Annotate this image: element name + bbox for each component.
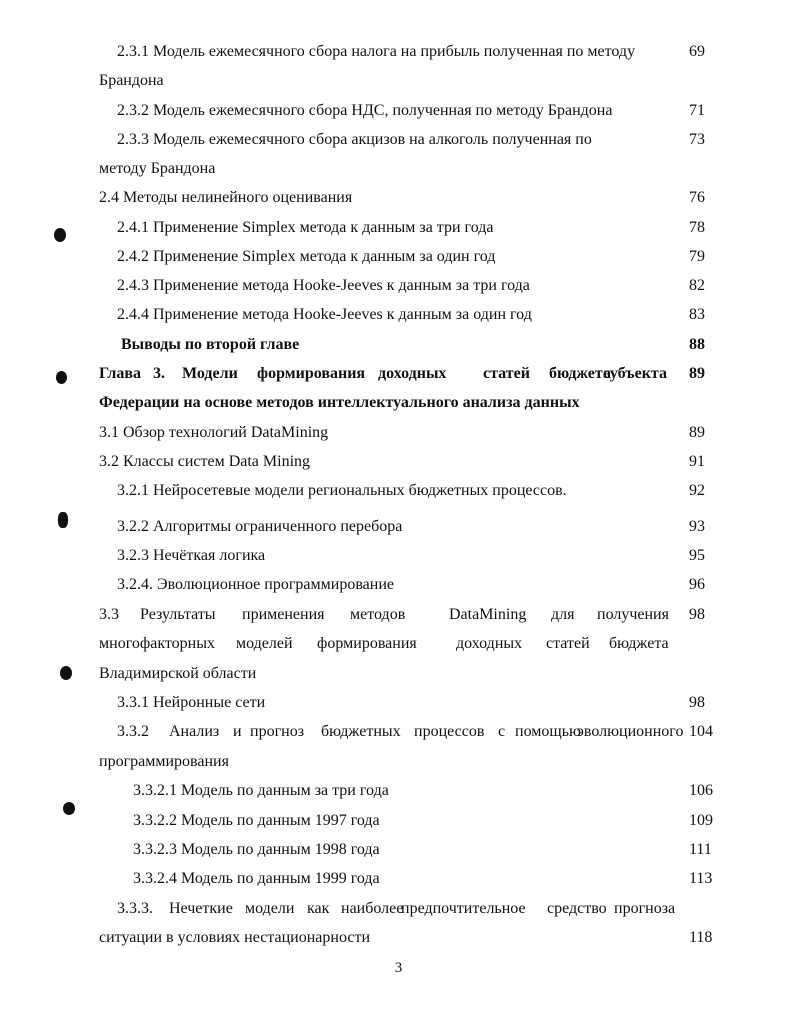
toc-word: Анализ bbox=[169, 723, 220, 740]
toc-chapter-heading bbox=[0, 362, 797, 386]
toc-entry bbox=[0, 40, 797, 64]
toc-entry-page: 98 bbox=[689, 694, 705, 711]
toc-entry bbox=[0, 779, 797, 803]
toc-word: бюджета bbox=[609, 635, 669, 652]
toc-word: эволюционного bbox=[577, 723, 684, 740]
toc-word: как bbox=[307, 900, 330, 917]
toc-entry-page: 82 bbox=[689, 277, 705, 294]
toc-entry bbox=[0, 809, 797, 833]
toc-entry bbox=[0, 421, 797, 445]
toc-entry-page: 92 bbox=[689, 482, 705, 499]
toc-word: получения bbox=[597, 606, 669, 623]
toc-word: доходных bbox=[378, 365, 447, 382]
toc-entry-page: 96 bbox=[689, 576, 705, 593]
toc-entry bbox=[0, 99, 797, 123]
toc-entry bbox=[0, 479, 797, 503]
toc-entry-title-cont: Владимирской области bbox=[99, 665, 257, 682]
toc-entry-title: 2.3.3 Модель ежемесячного сбора акцизов на алкоголь полученная по bbox=[117, 131, 592, 148]
toc-entry-page: 83 bbox=[689, 306, 705, 323]
toc-word: бюджета bbox=[549, 365, 611, 382]
punch-hole-mark bbox=[63, 802, 75, 815]
toc-entry bbox=[0, 245, 797, 269]
toc-entry-title: 3.3.2.3 Модель по данным 1998 года bbox=[133, 841, 380, 858]
toc-entry bbox=[0, 603, 797, 627]
toc-entry-page: 93 bbox=[689, 518, 705, 535]
toc-entry bbox=[0, 450, 797, 474]
toc-entry bbox=[0, 838, 797, 862]
toc-word: формирования bbox=[317, 635, 417, 652]
toc-entry bbox=[0, 515, 797, 539]
toc-entry-title-cont: ситуации в условиях нестационарности bbox=[99, 929, 370, 946]
toc-entry-title: 3.2.2 Алгоритмы ограниченного перебора bbox=[117, 518, 403, 535]
toc-entry-title: 2.4 Методы нелинейного оценивания bbox=[99, 189, 353, 206]
toc-entry-page: 73 bbox=[689, 131, 705, 148]
punch-hole-mark bbox=[60, 666, 72, 680]
toc-word: доходных bbox=[456, 635, 523, 652]
toc-entry-title-cont: методу Брандона bbox=[99, 160, 216, 177]
toc-entry-page: 113 bbox=[689, 870, 713, 887]
toc-entry bbox=[0, 216, 797, 240]
toc-entry-title: 2.4.3 Применение метода Hooke-Jeeves к данным за три года bbox=[117, 277, 530, 294]
toc-entry-page: 109 bbox=[689, 812, 713, 829]
toc-word: многофакторных bbox=[99, 635, 215, 652]
toc-entry-continuation bbox=[0, 157, 797, 181]
toc-entry-title: Выводы по второй главе bbox=[121, 336, 300, 353]
toc-entry bbox=[0, 274, 797, 298]
toc-word: прогноза bbox=[614, 900, 676, 917]
toc-word: помощью bbox=[515, 723, 581, 740]
toc-entry-page: 76 bbox=[689, 189, 705, 206]
toc-word: бюджетных bbox=[321, 723, 401, 740]
toc-entry-page: 88 bbox=[689, 336, 705, 353]
toc-entry bbox=[0, 897, 797, 921]
toc-entry-conclusions bbox=[0, 333, 797, 357]
toc-entry bbox=[0, 186, 797, 210]
toc-entry-title: 2.4.2 Применение Simplex метода к данным за один год bbox=[117, 248, 496, 265]
toc-entry bbox=[0, 573, 797, 597]
toc-entry-page: 98 bbox=[689, 606, 705, 623]
toc-word: предпочтительное bbox=[401, 900, 526, 917]
toc-word: Глава bbox=[99, 365, 141, 382]
toc-entry-page: 95 bbox=[689, 547, 705, 564]
toc-word: Модели bbox=[182, 365, 238, 382]
toc-entry-title: 3.2.3 Нечёткая логика bbox=[117, 547, 266, 564]
toc-entry-continuation bbox=[0, 69, 797, 93]
toc-entry-continuation bbox=[0, 662, 797, 686]
toc-entry bbox=[0, 867, 797, 891]
toc-word: моделей bbox=[236, 635, 293, 652]
toc-word: модели bbox=[245, 900, 295, 917]
toc-entry bbox=[0, 691, 797, 715]
toc-entry bbox=[0, 544, 797, 568]
toc-word: с bbox=[498, 723, 506, 740]
toc-entry-page: 89 bbox=[689, 365, 705, 382]
toc-word: применения bbox=[242, 606, 325, 623]
toc-word: 3.3.2 bbox=[117, 723, 149, 740]
toc-entry-page: 106 bbox=[689, 782, 713, 799]
toc-entry-title-cont: Брандона bbox=[99, 72, 164, 89]
toc-entry-title-cont: Федерации на основе методов интеллектуального анализа данных bbox=[99, 394, 580, 411]
toc-entry-title: 2.3.1 Модель ежемесячного сбора налога на прибыль полученная по методу bbox=[117, 43, 636, 60]
toc-word: 3. bbox=[153, 365, 165, 382]
toc-entry-page: 91 bbox=[689, 453, 705, 470]
toc-entry-continuation bbox=[0, 750, 797, 774]
toc-entry-title: 3.3.2.4 Модель по данным 1999 года bbox=[133, 870, 380, 887]
toc-word: средство bbox=[547, 900, 607, 917]
toc-word: наиболее bbox=[341, 900, 404, 917]
page-number: 3 bbox=[394, 960, 403, 976]
toc-word: статей bbox=[546, 635, 590, 652]
toc-entry-page: 78 bbox=[689, 219, 705, 236]
toc-entry-continuation bbox=[0, 391, 797, 415]
toc-entry-title: 3.2.4. Эволюционное программирование bbox=[117, 576, 394, 593]
toc-entry-page: 89 bbox=[689, 424, 705, 441]
toc-entry bbox=[0, 720, 797, 744]
toc-word: Результаты bbox=[140, 606, 216, 623]
toc-word: и bbox=[233, 723, 242, 740]
toc-entry bbox=[0, 303, 797, 327]
punch-hole-mark bbox=[54, 228, 66, 242]
toc-entry-title-cont: программирования bbox=[99, 753, 229, 770]
toc-entry bbox=[0, 128, 797, 152]
toc-word: субъекта bbox=[603, 365, 667, 382]
toc-word: для bbox=[551, 606, 575, 623]
toc-word: процессов bbox=[414, 723, 485, 740]
toc-entry-title: 3.2 Классы систем Data Mining bbox=[99, 453, 311, 470]
toc-entry-title: 2.4.4 Применение метода Hooke-Jeeves к данным за один год bbox=[117, 306, 532, 323]
toc-word: DataMining bbox=[449, 606, 527, 623]
toc-entry-title: 3.2.1 Нейросетевые модели региональных бюджетных процессов. bbox=[117, 482, 567, 499]
toc-word: формирования bbox=[257, 365, 366, 382]
toc-entry-title: 3.3.2.2 Модель по данным 1997 года bbox=[133, 812, 380, 829]
toc-entry-page: 118 bbox=[689, 929, 713, 946]
punch-hole-mark bbox=[56, 371, 67, 384]
toc-entry-title: 3.3.2.1 Модель по данным за три года bbox=[133, 782, 389, 799]
toc-entry-continuation bbox=[0, 926, 797, 950]
toc-word: методов bbox=[350, 606, 406, 623]
toc-word: Нечеткие bbox=[169, 900, 233, 917]
toc-entry-title: 3.3.1 Нейронные сети bbox=[117, 694, 266, 711]
toc-entry-page: 71 bbox=[689, 102, 705, 119]
toc-word: прогноз bbox=[250, 723, 305, 740]
toc-entry-page: 111 bbox=[689, 841, 712, 858]
toc-entry-title: 2.3.2 Модель ежемесячного сбора НДС, полученная по методу Брандона bbox=[117, 102, 613, 119]
toc-entry-continuation bbox=[0, 632, 797, 656]
toc-entry-page: 69 bbox=[689, 43, 705, 60]
toc-entry-title: 2.4.1 Применение Simplex метода к данным за три года bbox=[117, 219, 494, 236]
punch-hole-mark bbox=[58, 512, 68, 528]
toc-entry-title: 3.1 Обзор технологий DataMining bbox=[99, 424, 329, 441]
toc-entry-page: 79 bbox=[689, 248, 705, 265]
toc-word: статей bbox=[483, 365, 530, 382]
toc-entry-page: 104 bbox=[689, 723, 713, 740]
toc-word: 3.3 bbox=[99, 606, 119, 623]
toc-word: 3.3.3. bbox=[117, 900, 153, 917]
